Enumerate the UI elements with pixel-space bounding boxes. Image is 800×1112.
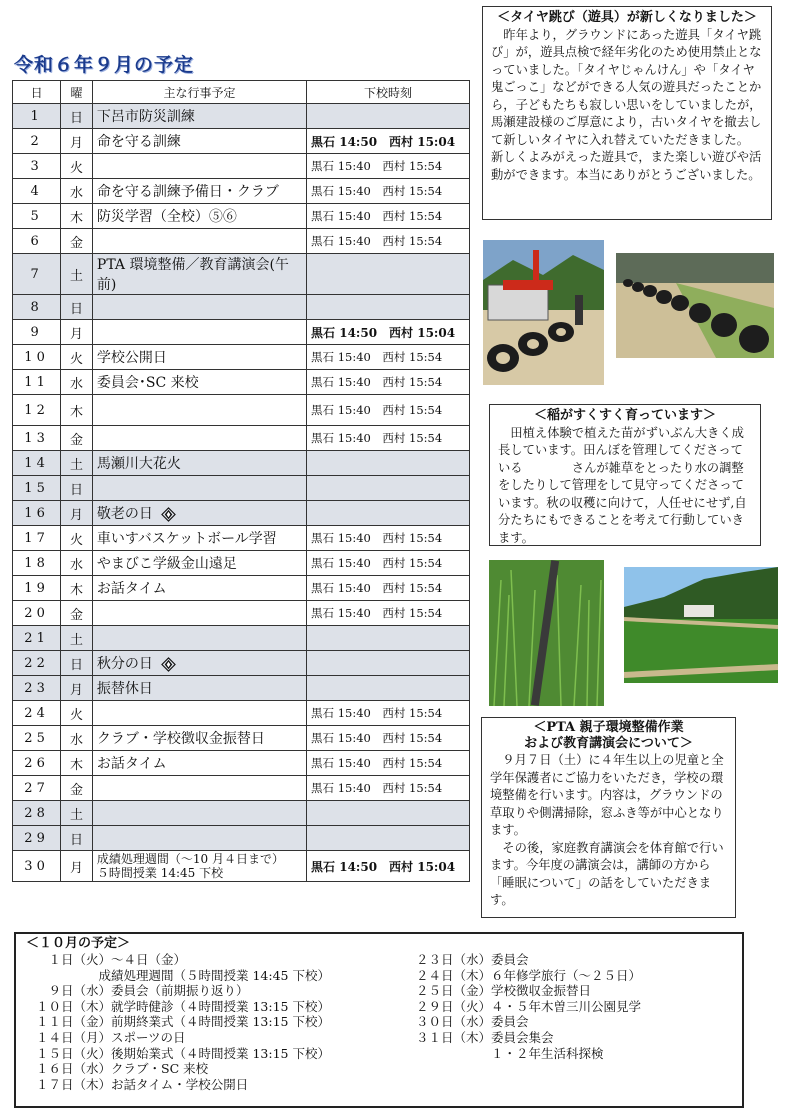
table-header-row: [13, 81, 470, 104]
event-cell: [92, 345, 306, 370]
day-cell-text: 21: [24, 630, 49, 646]
weekday-cell: [61, 651, 93, 676]
day-cell-text: 10: [24, 349, 49, 365]
dismissal-cell-text: 黒石 15:40 西村 15:54: [311, 375, 443, 389]
weekday-cell: [61, 370, 93, 395]
weekday-cell: [61, 551, 93, 576]
table-row: [13, 701, 470, 726]
event-cell-text: 車いすバスケットボール学習: [96, 531, 277, 547]
weekday-cell-text: 金: [70, 607, 84, 623]
weekday-cell-text: 木: [70, 757, 84, 773]
weekday-cell: [61, 229, 93, 254]
dismissal-cell: [307, 701, 470, 726]
event-cell: [92, 370, 306, 395]
page-title: 令和６年９月の予定: [14, 54, 195, 76]
tire-notice-box: [482, 6, 772, 220]
day-cell: [13, 726, 61, 751]
weekday-cell: [61, 751, 93, 776]
pta-notice-heading: ＜PTA 親子環境整備作業 および教育講演会について＞: [524, 720, 693, 751]
table-row: [13, 395, 470, 426]
day-cell-text: 27: [24, 780, 49, 796]
weekday-cell-text: 日: [70, 110, 84, 126]
weekday-cell-text: 日: [70, 301, 84, 317]
day-cell-text: 14: [24, 455, 49, 471]
event-cell: [92, 851, 306, 882]
day-cell: [13, 576, 61, 601]
dismissal-cell: [307, 751, 470, 776]
day-cell: [13, 104, 61, 129]
dismissal-cell: [307, 451, 470, 476]
table-row: [13, 776, 470, 801]
weekday-cell-text: 日: [70, 482, 84, 498]
event-cell: [92, 776, 306, 801]
day-cell-text: 25: [24, 730, 49, 746]
table-row: [13, 104, 470, 129]
table-row: [13, 851, 470, 882]
day-cell: [13, 129, 61, 154]
event-cell-text: 学校公開日: [96, 350, 167, 366]
national-flag-icon: [161, 507, 176, 522]
dismissal-cell: [307, 726, 470, 751]
table-row: [13, 451, 470, 476]
weekday-cell: [61, 426, 93, 451]
event-cell-text: 秋分の日: [96, 656, 153, 672]
event-cell: [92, 701, 306, 726]
dismissal-cell: [307, 601, 470, 626]
event-cell: [92, 229, 306, 254]
day-cell-text: 7: [30, 266, 43, 282]
event-cell-text: お話タイム: [96, 581, 167, 597]
day-cell-text: 2: [30, 133, 43, 149]
table-row: [13, 501, 470, 526]
table-row: [13, 154, 470, 179]
weekday-cell: [61, 395, 93, 426]
event-cell: [92, 179, 306, 204]
dismissal-cell: [307, 204, 470, 229]
rice-notice-body: 田植え体験で植えた苗がずいぶん大きく成長しています。田んぼを管理してくださっている さんが雑草をとったり水の調整をしたりして管理をして見守ってくださっています。秋の収穫に向けて，人任せにせず,自分たちにもできることを考えて行動していきます。: [498, 425, 747, 545]
event-cell: [92, 726, 306, 751]
table-row: [13, 526, 470, 551]
day-cell-text: 6: [30, 233, 43, 249]
event-cell-text: 命を守る訓練: [96, 134, 181, 150]
weekday-cell-text: 火: [70, 707, 84, 723]
event-cell: [92, 204, 306, 229]
dismissal-cell: [307, 229, 470, 254]
table-row: [13, 295, 470, 320]
rice-notice-heading: ＜稲がすくすく育っています＞: [533, 408, 716, 423]
october-item: ３１日（木）委員会集会: [416, 1029, 554, 1045]
weekday-cell: [61, 154, 93, 179]
tire-notice-heading: ＜タイヤ跳び（遊具）が新しくなりました＞: [497, 10, 757, 25]
dismissal-cell-text: 黒石 15:40 西村 15:54: [311, 556, 443, 570]
event-cell: [92, 426, 306, 451]
october-item: １・２年生活科探検: [416, 1045, 604, 1061]
weekday-cell-text: 木: [70, 404, 84, 420]
weekday-cell-text: 月: [70, 326, 84, 342]
day-cell: [13, 501, 61, 526]
day-cell-text: 26: [24, 755, 49, 771]
september-schedule-table: [12, 80, 470, 882]
dismissal-cell: [307, 501, 470, 526]
day-cell-text: 11: [24, 374, 49, 390]
table-row: [13, 676, 470, 701]
october-item: ２３日（水）委員会: [416, 952, 529, 967]
event-cell: [92, 751, 306, 776]
october-right-list: [416, 952, 641, 1061]
dismissal-cell-text: 黒石 15:40 西村 15:54: [311, 234, 443, 248]
day-cell: [13, 776, 61, 801]
table-row: [13, 254, 470, 295]
day-cell: [13, 204, 61, 229]
dismissal-cell-text: 黒石 15:40 西村 15:54: [311, 531, 443, 545]
day-cell: [13, 229, 61, 254]
event-cell: [92, 129, 306, 154]
weekday-cell: [61, 676, 93, 701]
dismissal-cell-text: 黒石 14:50 西村 15:04: [311, 325, 456, 340]
day-cell: [13, 751, 61, 776]
table-row: [13, 204, 470, 229]
day-cell-text: 29: [24, 830, 49, 846]
dismissal-cell-text: 黒石 15:40 西村 15:54: [311, 184, 443, 198]
day-cell: [13, 626, 61, 651]
schedule-body: [13, 104, 470, 882]
weekday-cell: [61, 601, 93, 626]
weekday-cell-text: 土: [70, 807, 84, 823]
dismissal-cell-text: 黒石 15:40 西村 15:54: [311, 209, 443, 223]
national-flag-icon: [161, 657, 176, 672]
day-cell: [13, 154, 61, 179]
october-item: １５日（火）後期始業式（４時間授業 13:15 下校）: [36, 1045, 330, 1061]
october-item: １１日（金）前期終業式（４時間授業 13:15 下校）: [36, 1014, 330, 1030]
event-cell: [92, 451, 306, 476]
dismissal-cell: [307, 801, 470, 826]
table-row: [13, 601, 470, 626]
event-cell-text: やまびこ学級金山遠足: [96, 556, 237, 572]
weekday-cell-text: 水: [70, 376, 84, 392]
table-row: [13, 651, 470, 676]
rice-notice-box: [489, 404, 761, 546]
dismissal-cell: [307, 295, 470, 320]
table-row: [13, 476, 470, 501]
day-cell-text: 1: [30, 108, 43, 124]
weekday-cell: [61, 345, 93, 370]
day-cell-text: 23: [24, 680, 49, 696]
event-cell-text: 振替休日: [96, 681, 153, 697]
day-cell-text: 24: [24, 705, 49, 721]
dismissal-cell: [307, 576, 470, 601]
event-cell-text: 命を守る訓練予備日・クラブ: [96, 184, 279, 200]
day-cell: [13, 801, 61, 826]
weekday-cell: [61, 776, 93, 801]
day-cell: [13, 451, 61, 476]
weekday-cell: [61, 129, 93, 154]
weekday-cell-text: 日: [70, 657, 84, 673]
weekday-cell: [61, 476, 93, 501]
weekday-cell: [61, 204, 93, 229]
table-row: [13, 229, 470, 254]
day-cell: [13, 426, 61, 451]
dismissal-cell-text: 黒石 15:40 西村 15:54: [311, 159, 443, 173]
dismissal-cell-text: 黒石 15:40 西村 15:54: [311, 731, 443, 745]
dismissal-cell: [307, 104, 470, 129]
event-cell-text: 防災学習（全校）⑤⑥: [96, 209, 237, 225]
dismissal-cell: [307, 345, 470, 370]
dismissal-cell: [307, 476, 470, 501]
event-cell: [92, 626, 306, 651]
weekday-cell: [61, 320, 93, 345]
weekday-cell-text: 土: [70, 632, 84, 648]
dismissal-cell: [307, 320, 470, 345]
event-cell-text: 馬瀬川大花火: [96, 456, 181, 472]
event-cell: [92, 826, 306, 851]
event-cell: [92, 501, 306, 526]
dismissal-cell: [307, 626, 470, 651]
event-cell: [92, 576, 306, 601]
event-cell: [92, 601, 306, 626]
weekday-cell: [61, 179, 93, 204]
october-item: ２４日（木）６年修学旅行（～２５日）: [416, 967, 642, 983]
dismissal-cell-text: 黒石 15:40 西村 15:54: [311, 606, 443, 620]
day-cell: [13, 320, 61, 345]
table-row: [13, 129, 470, 154]
event-cell-text: 敬老の日: [96, 506, 153, 522]
day-cell: [13, 179, 61, 204]
weekday-cell: [61, 576, 93, 601]
weekday-cell-text: 水: [70, 557, 84, 573]
dismissal-cell: [307, 776, 470, 801]
pta-notice-box: [481, 717, 736, 918]
weekday-cell-text: 水: [70, 185, 84, 201]
dismissal-cell-text: 黒石 15:40 西村 15:54: [311, 350, 443, 364]
weekday-cell-text: 金: [70, 235, 84, 251]
dismissal-cell-text: 黒石 15:40 西村 15:54: [311, 403, 443, 417]
weekday-cell: [61, 104, 93, 129]
dismissal-cell: [307, 154, 470, 179]
event-cell-text: 委員会･SC 来校: [96, 375, 199, 391]
day-cell: [13, 476, 61, 501]
weekday-cell-text: 木: [70, 210, 84, 226]
weekday-cell: [61, 451, 93, 476]
event-cell: [92, 320, 306, 345]
october-item: １６日（水）クラブ・SC 来校: [36, 1061, 209, 1077]
day-cell-text: 5: [30, 208, 43, 224]
day-cell: [13, 826, 61, 851]
dismissal-cell: [307, 651, 470, 676]
day-cell-text: 19: [24, 580, 49, 596]
table-row: [13, 826, 470, 851]
weekday-cell: [61, 526, 93, 551]
weekday-cell-text: 火: [70, 160, 84, 176]
tire-notice-body: 昨年より，グラウンドにあった遊具「タイヤ跳び」が，遊具点検で経年劣化のため使用禁止となっていました。「タイヤじゃんけん」や「タイヤ鬼ごっこ」などができる人気の遊具だったことから，子どもたちも寂しい思いをしていましたが，馬瀬建設様のご厚意により，古いタイヤを撤去して新しいタイヤに入れ替えていただきました。 新しくよみがえった遊具で，また楽しい遊びや活動ができます。本当にありがとうございました。: [491, 27, 762, 182]
dismissal-cell-text: 黒石 14:50 西村 15:04: [311, 134, 456, 149]
day-cell-text: 16: [24, 505, 49, 521]
october-left-list: [36, 952, 330, 1092]
event-cell: [92, 395, 306, 426]
day-cell-text: 20: [24, 605, 49, 621]
table-row: [13, 576, 470, 601]
event-cell: [92, 801, 306, 826]
weekday-cell: [61, 626, 93, 651]
weekday-cell-text: 月: [70, 860, 84, 876]
day-cell: [13, 254, 61, 295]
col-events: 主な行事予定: [92, 81, 306, 104]
event-cell-text: クラブ・学校徴収金振替日: [96, 731, 265, 747]
weekday-cell-text: 月: [70, 507, 84, 523]
table-row: [13, 320, 470, 345]
day-cell-text: 4: [30, 183, 43, 199]
tire-installation-photo: [483, 240, 604, 385]
tires-row-photo: [616, 253, 774, 358]
dismissal-cell-text: 黒石 14:50 西村 15:04: [311, 859, 456, 874]
table-row: [13, 801, 470, 826]
october-item: 成績処理週間（５時間授業 14:45 下校）: [36, 967, 330, 983]
october-item: １０日（木）就学時健診（４時間授業 13:15 下校）: [36, 998, 330, 1014]
day-cell: [13, 701, 61, 726]
event-cell: [92, 526, 306, 551]
table-row: [13, 179, 470, 204]
october-heading: ＜１０月の予定＞: [26, 936, 131, 951]
pta-notice-body: ９月７日（土）に４年生以上の児童と全学年保護者にご協力をいただき，学校の環境整備を行います。内容は，グラウンドの草取りや側溝掃除，窓ふき等が中心となります。 その後，家庭教育講演会を体育館で行います。今年度の講演会は，講師の方から「睡眠について」の話をしていただきます。: [490, 753, 724, 907]
october-item: ３０日（水）委員会: [416, 1014, 529, 1030]
col-dismissal: 下校時刻: [307, 81, 470, 104]
day-cell-text: 28: [24, 805, 49, 821]
day-cell: [13, 526, 61, 551]
table-row: [13, 626, 470, 651]
day-cell-text: 12: [24, 402, 49, 418]
rice-closeup-photo: [489, 560, 604, 706]
weekday-cell-text: 土: [70, 268, 84, 284]
table-row: [13, 345, 470, 370]
event-cell: [92, 551, 306, 576]
october-item: １４日（月）スポーツの日: [36, 1029, 186, 1045]
dismissal-cell: [307, 551, 470, 576]
event-cell: [92, 104, 306, 129]
event-cell: [92, 476, 306, 501]
weekday-cell-text: 火: [70, 532, 84, 548]
weekday-cell-text: 金: [70, 782, 84, 798]
weekday-cell: [61, 801, 93, 826]
dismissal-cell: [307, 826, 470, 851]
day-cell: [13, 551, 61, 576]
day-cell-text: 30: [24, 858, 49, 874]
october-item: ９日（水）委員会（前期振り返り）: [36, 983, 249, 999]
weekday-cell: [61, 295, 93, 320]
event-cell: [92, 295, 306, 320]
dismissal-cell: [307, 526, 470, 551]
table-row: [13, 551, 470, 576]
event-cell-text: お話タイム: [96, 756, 167, 772]
day-cell-text: 15: [24, 480, 49, 496]
dismissal-cell: [307, 395, 470, 426]
event-cell-text: 下呂市防災訓練: [96, 109, 195, 125]
day-cell-text: 8: [30, 299, 43, 315]
day-cell-text: 18: [24, 555, 49, 571]
dismissal-cell-text: 黒石 15:40 西村 15:54: [311, 781, 443, 795]
table-row: [13, 426, 470, 451]
weekday-cell-text: 日: [70, 832, 84, 848]
day-cell-text: 9: [30, 324, 43, 340]
dismissal-cell-text: 黒石 15:40 西村 15:54: [311, 706, 443, 720]
day-cell-text: 22: [24, 655, 49, 671]
weekday-cell: [61, 726, 93, 751]
weekday-cell-text: 金: [70, 432, 84, 448]
october-item: １日（火）～４日（金）: [36, 952, 187, 967]
day-cell: [13, 295, 61, 320]
weekday-cell-text: 月: [70, 135, 84, 151]
weekday-cell-text: 水: [70, 732, 84, 748]
rice-field-photo: [624, 567, 778, 683]
day-cell: [13, 676, 61, 701]
weekday-cell-text: 土: [70, 457, 84, 473]
day-cell: [13, 651, 61, 676]
dismissal-cell: [307, 129, 470, 154]
dismissal-cell-text: 黒石 15:40 西村 15:54: [311, 581, 443, 595]
dismissal-cell: [307, 851, 470, 882]
event-cell-text: PTA 環境整備／教育講演会(午前): [96, 257, 289, 293]
dismissal-cell-text: 黒石 15:40 西村 15:54: [311, 756, 443, 770]
day-cell-text: 3: [30, 158, 43, 174]
weekday-cell-text: 木: [70, 582, 84, 598]
event-cell: [92, 154, 306, 179]
weekday-cell: [61, 851, 93, 882]
dismissal-cell-text: 黒石 15:40 西村 15:54: [311, 431, 443, 445]
event-cell: [92, 676, 306, 701]
col-weekday: 曜: [61, 81, 93, 104]
dismissal-cell: [307, 179, 470, 204]
event-cell: [92, 254, 306, 295]
table-row: [13, 751, 470, 776]
weekday-cell: [61, 701, 93, 726]
table-row: [13, 726, 470, 751]
day-cell-text: 13: [24, 430, 49, 446]
october-schedule-box: [14, 932, 744, 1108]
dismissal-cell: [307, 370, 470, 395]
event-cell-text: 成績処理週間（～10 月４日まで） ５時間授業 14:45 下校: [96, 851, 284, 880]
day-cell: [13, 370, 61, 395]
day-cell: [13, 345, 61, 370]
col-day: 日: [13, 81, 61, 104]
weekday-cell: [61, 826, 93, 851]
dismissal-cell: [307, 254, 470, 295]
october-item: １７日（木）お話タイム・学校公開日: [36, 1076, 249, 1092]
october-item: ２９日（火）４・５年木曽三川公園見学: [416, 998, 642, 1014]
day-cell: [13, 851, 61, 882]
day-cell: [13, 601, 61, 626]
weekday-cell: [61, 254, 93, 295]
dismissal-cell: [307, 426, 470, 451]
weekday-cell-text: 月: [70, 682, 84, 698]
october-item: ２５日（金）学校徴収金振替日: [416, 983, 592, 999]
day-cell: [13, 395, 61, 426]
table-row: [13, 370, 470, 395]
weekday-cell: [61, 501, 93, 526]
day-cell-text: 17: [24, 530, 49, 546]
dismissal-cell: [307, 676, 470, 701]
event-cell: [92, 651, 306, 676]
weekday-cell-text: 火: [70, 351, 84, 367]
